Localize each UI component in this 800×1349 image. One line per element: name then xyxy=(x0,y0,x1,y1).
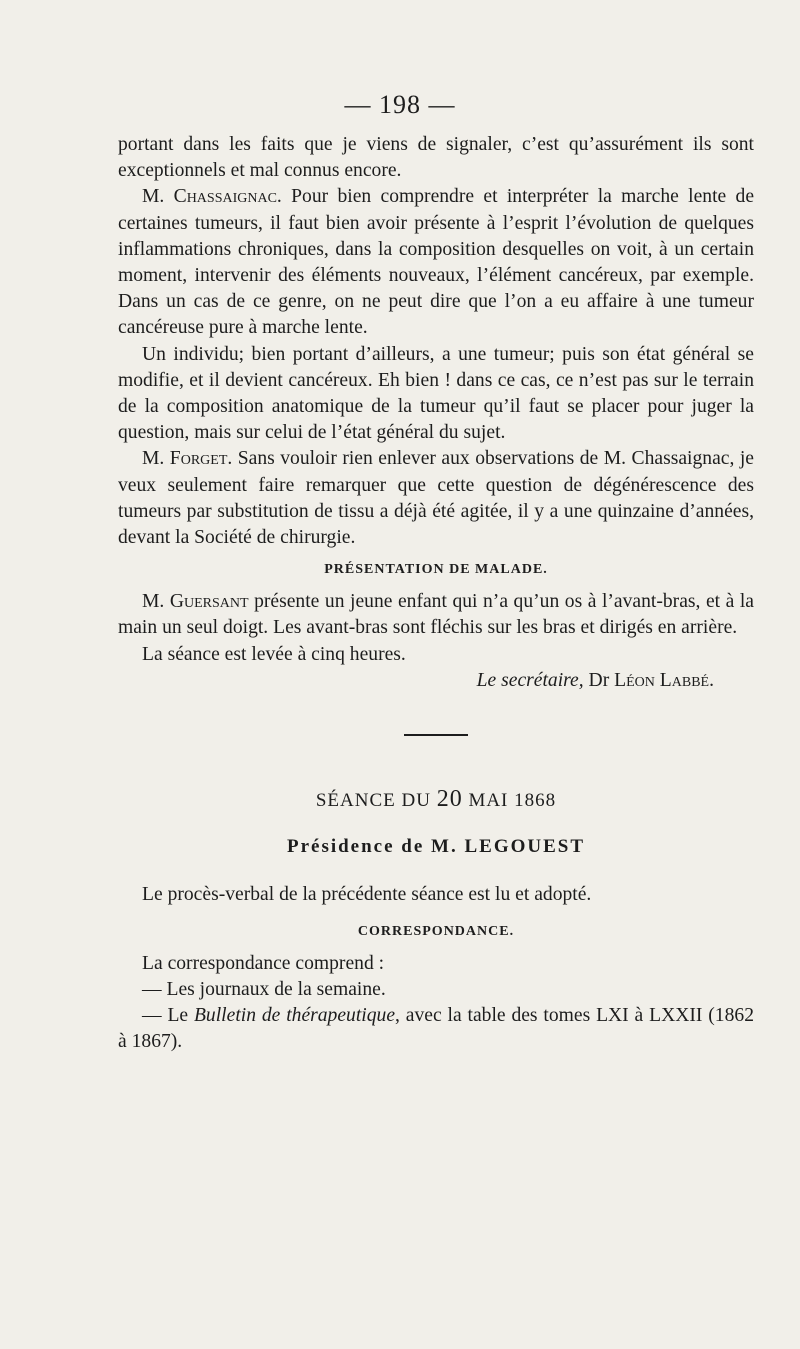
speaker-name: M. Guersant xyxy=(142,591,249,613)
speaker-name: M. Chassaignac. xyxy=(142,186,282,208)
seance-prefix: SÉANCE DU xyxy=(315,790,437,812)
seance-heading xyxy=(118,786,754,814)
item-prefix: — Le xyxy=(142,1005,194,1027)
seance-day: 20 xyxy=(436,786,463,813)
body-text xyxy=(118,132,754,1055)
paragraph-forget xyxy=(118,446,754,551)
paragraph-chassaignac xyxy=(118,184,754,341)
paragraph-continuation: portant dans les faits que je viens de signaler, c’est qu’assurément ils sont exceptionnels et mal connus encore. xyxy=(118,134,754,182)
page-number: — 198 — xyxy=(344,90,456,119)
section-divider xyxy=(404,734,468,736)
section-heading-correspondance: CORRESPONDANCE. xyxy=(357,923,515,939)
paragraph-individu: Un individu; bien portant d’ailleurs, a une tumeur; puis son état général se modifie, et il devient cancéreux. Eh bien ! dans ce cas, ce n’est pas sur le terrain de la composition anatomique de la tumeur qu’il faut se placer pour juger la question, mais sur celui de l’état général du sujet. xyxy=(118,343,754,444)
paragraph-text: présente un jeune enfant qui n’a qu’un os à l’avant-bras, et à la main un seul doigt. Les avant-bras sont fléchis sur les bras et dirigés en arrière. xyxy=(118,591,754,639)
signature-name: Léon Labbé. xyxy=(614,669,714,691)
item-suffix: , avec la table des tomes LXI à LXXII (1862 à 1867). xyxy=(118,1005,754,1053)
paragraph-text: Sans vouloir rien enlever aux observations de M. Chassaignac, je veux seulement faire remarquer que cette question de dégénérescence des tumeurs par substitution de tissu a déjà été agitée, il y a une quinzaine d’années, devant la Société de chirurgie. xyxy=(118,448,754,549)
paragraph-proces-verbal: Le procès-verbal de la précédente séance est lu et adopté. xyxy=(142,884,592,906)
signature-role: Le secrétaire, xyxy=(476,669,584,691)
bulletin-title: Bulletin de thérapeutique xyxy=(193,1005,396,1027)
correspondance-item xyxy=(118,1003,754,1055)
presidence-heading: Présidence de M. LEGOUEST xyxy=(286,836,586,858)
seance-rest: MAI 1868 xyxy=(462,790,557,812)
paragraph-text: Pour bien comprendre et interpréter la marche lente de certaines tumeurs, il faut bien avoir présente à l’esprit l’évolution de quelques inflammations chroniques, dans la composition desquelles on voit, à un certain moment, intervenir des éléments nouveaux, l’élément cancéreux, par exemple. Dans un cas de ce genre, on ne peut dire que l’on a eu affaire à une tumeur cancéreuse pure à marche lente. xyxy=(118,186,755,339)
correspondance-intro: La correspondance comprend : xyxy=(142,952,385,974)
paragraph-closing: La séance est levée à cinq heures. xyxy=(142,643,406,665)
correspondance-item: — Les journaux de la semaine. xyxy=(142,978,386,1000)
signature-title: Dr xyxy=(583,669,615,691)
paragraph-guersant xyxy=(118,589,754,641)
speaker-name: M. Forget. xyxy=(142,448,233,470)
section-heading-malade: PRÉSENTATION DE MALADE. xyxy=(324,562,548,578)
signature xyxy=(118,668,754,694)
